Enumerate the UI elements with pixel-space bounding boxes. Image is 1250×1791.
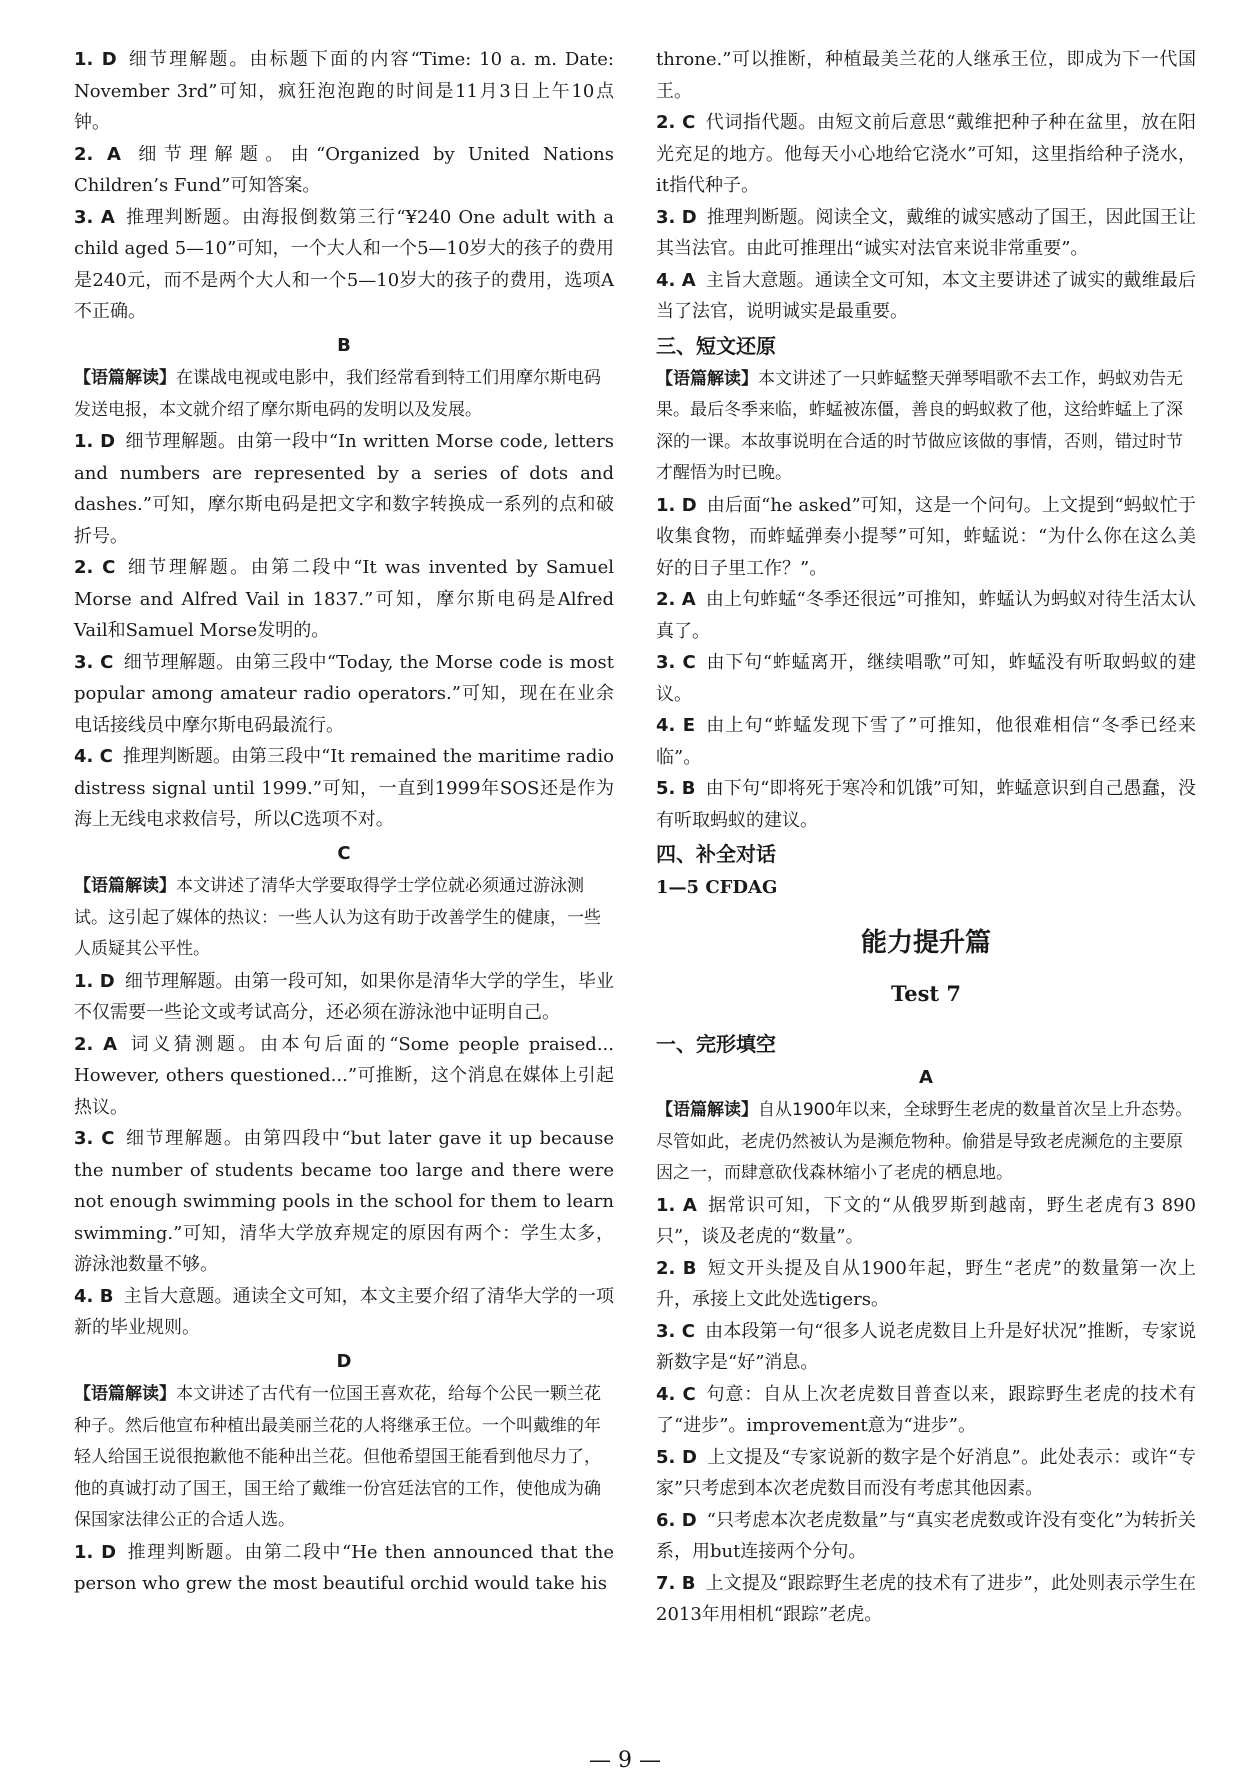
part-title: 能力提升篇 bbox=[860, 927, 991, 958]
answer-explanation: 细节理解题。由第一段可知，如果你是清华大学的学生，毕业不仅需要一些论文或考试高分，还必须在游泳池中证明自己。 bbox=[74, 970, 614, 1023]
answer-item bbox=[656, 107, 1196, 202]
answer-item bbox=[74, 741, 614, 836]
summary-text: 本文讲述了一只蚱蜢整天弹琴唱歌不去工作，蚂蚁劝告无果。最后冬季来临，蚱蜢被冻僵，善良的蚂蚁救了他，这给蚱蜢上了深深的一课。本故事说明在合适的时节做应该做的事情，否则，错过时节才醒悟为时已晚。 bbox=[656, 368, 1183, 483]
summary-tag: 【语篇解读】 bbox=[74, 876, 176, 896]
answer-key: 1. D bbox=[74, 970, 115, 992]
answer-item bbox=[74, 647, 614, 742]
section-heading: 一、完形填空 bbox=[656, 1031, 776, 1056]
answer-item bbox=[656, 1442, 1196, 1505]
answer-key: 2. C bbox=[656, 112, 696, 133]
passage-letter: C bbox=[337, 842, 351, 864]
answer-item bbox=[656, 710, 1196, 773]
answer-explanation: 细节理解题。由“Organized by United Nations Children’s Fund”可知答案。 bbox=[74, 143, 614, 196]
answer-explanation: 细节理解题。由标题下面的内容“Time: 10 a. m. Date: November 3rd”可知，疯狂泡泡跑的时间是11月3日上午10点钟。 bbox=[74, 49, 614, 133]
answer-explanation: “只考虑本次老虎数量”与“真实老虎数或许没有变化”为转折关系，用but连接两个分句。 bbox=[656, 1509, 1196, 1562]
answer-explanation: 由上句“蚱蜢发现下雪了”可推知，他很难相信“冬季已经来临”。 bbox=[656, 715, 1196, 768]
passage-letter: D bbox=[336, 1350, 352, 1372]
answer-item bbox=[74, 966, 614, 1029]
answer-item bbox=[74, 139, 614, 202]
answer-explanation: 词义猜测题。由本句后面的“Some people praised... However, others questioned...”可推断，这个消息在媒体上引起热议。 bbox=[74, 1033, 614, 1118]
answer-key: 1. A bbox=[656, 1194, 697, 1216]
answer-item bbox=[656, 1568, 1196, 1631]
answer-item bbox=[74, 1281, 614, 1344]
summary-text: 本文讲述了清华大学要取得学士学位就必须通过游泳测试。这引起了媒体的热议：一些人认为这有助于改善学生的健康，一些人质疑其公平性。 bbox=[74, 876, 601, 959]
summary-tag: 【语篇解读】 bbox=[74, 368, 176, 388]
answer-key: 2. A bbox=[74, 1033, 118, 1055]
answer-item bbox=[74, 426, 614, 552]
passage-letter: A bbox=[919, 1066, 933, 1088]
passage-summary bbox=[74, 363, 614, 426]
answer-item bbox=[74, 1537, 614, 1600]
answer-explanation: 由本段第一句“很多人说老虎数目上升是好状况”推断，专家说新数字是“好”消息。 bbox=[656, 1320, 1197, 1373]
answer-key: 2. B bbox=[656, 1257, 697, 1279]
answer-explanation: 主旨大意题。通读全文可知，本文主要讲述了诚实的戴维最后当了法官，说明诚实是最重要。 bbox=[656, 269, 1196, 322]
answer-explanation: 由下句“蚱蜢离开，继续唱歌”可知，蚱蜢没有听取蚂蚁的建议。 bbox=[656, 652, 1196, 705]
answer-key: 3. C bbox=[74, 1128, 115, 1149]
answer-item bbox=[656, 265, 1196, 328]
answer-explanation: 上文提及“跟踪野生老虎的技术有了进步”，此处则表示学生在2013年用相机“跟踪”老虎。 bbox=[656, 1572, 1196, 1625]
summary-text: 在谍战电视或电影中，我们经常看到特工们用摩尔斯电码发送电报，本文就介绍了摩尔斯电码的发明以及发展。 bbox=[74, 368, 601, 420]
answer-explanation: 细节理解题。由第一段中“In written Morse code, letters and numbers are represented by a series of dots and dashes.”可知，摩尔斯电码是把文字和数字转换成一系列的点和破折号。 bbox=[74, 431, 615, 547]
answer-item bbox=[74, 44, 614, 139]
answer-explanation: 由上句蚱蜢“冬季还很远”可推知，蚱蜢认为蚂蚁对待生活太认真了。 bbox=[656, 589, 1196, 642]
answer-item bbox=[656, 584, 1196, 647]
summary-tag: 【语篇解读】 bbox=[656, 1100, 758, 1120]
answer-item bbox=[656, 1505, 1196, 1568]
answer-explanation: 代词指代题。由短文前后意思“戴维把种子种在盆里，放在阳光充足的地方。他每天小心地给它浇水”可知，这里指给种子浇水，it指代种子。 bbox=[656, 112, 1196, 196]
answer-explanation: 据常识可知，下文的“从俄罗斯到越南，野生老虎有3 890只”，谈及老虎的“数量”。 bbox=[656, 1194, 1196, 1247]
section-heading: 四、补全对话 bbox=[656, 842, 776, 866]
answer-key: 5. D bbox=[656, 1446, 697, 1468]
answer-item bbox=[74, 552, 614, 647]
answer-key: 3. D bbox=[656, 206, 697, 228]
answer-explanation: 细节理解题。由第二段中“It was invented by Samuel Morse and Alfred Vail in 1837.”可知，摩尔斯电码是Alfred Vail和Samuel Morse发明的。 bbox=[74, 557, 615, 641]
answer-explanation: 由下句“即将死于寒冷和饥饿”可知，蚱蜢意识到自己愚蠢，没有听取蚂蚁的建议。 bbox=[656, 778, 1196, 831]
answer-key: 2. A bbox=[74, 143, 121, 165]
passage-summary bbox=[74, 1379, 614, 1537]
answer-item bbox=[74, 1123, 614, 1281]
answer-explanation: 推理判断题。由第二段中“He then announced that the person who grew the most beautiful orchid would take his bbox=[74, 1541, 614, 1594]
answer-item bbox=[656, 1190, 1196, 1253]
answer-key: 1. D bbox=[74, 49, 117, 70]
answer-item bbox=[656, 773, 1196, 836]
answer-key: 2. C bbox=[74, 557, 116, 578]
answer-explanation: 推理判断题。阅读全文，戴维的诚实感动了国王，因此国王让其当法官。由此可推理出“诚实对法官来说非常重要”。 bbox=[656, 206, 1196, 259]
answer-key: 3. C bbox=[656, 652, 696, 673]
answer-key: 6. D bbox=[656, 1509, 697, 1531]
answer-key: 4. B bbox=[74, 1285, 114, 1307]
page-number: — 9 — bbox=[589, 1748, 661, 1773]
answer-explanation: 主旨大意题。通读全文可知，本文主要介绍了清华大学的一项新的毕业规则。 bbox=[74, 1285, 614, 1338]
passage-summary bbox=[656, 364, 1196, 490]
answer-key: 3. A bbox=[74, 206, 115, 228]
answer-key: 4. C bbox=[656, 1383, 696, 1405]
answer-explanation: 细节理解题。由第四段中“but later gave it up because the number of students became too large and there were not enough swimming pools in the school for them to learn swimming.”可知，清华大学放弃规定的原因有两个：学生太多，游泳池数量不够。 bbox=[74, 1128, 614, 1275]
answer-explanation: 细节理解题。由第三段中“Today, the Morse code is most popular among amateur radio operators.”可知，现在在业余电话接线员中摩尔斯电码最流行。 bbox=[74, 651, 614, 736]
left-column bbox=[74, 44, 614, 1600]
answer-item bbox=[74, 202, 614, 328]
passage-summary bbox=[656, 1095, 1196, 1190]
answer-key: 1. D bbox=[74, 1541, 117, 1563]
answer-key: 1. D bbox=[74, 431, 116, 452]
answer-explanation: 短文开头提及自从1900年起，野生“老虎”的数量第一次上升，承接上文此处选tigers。 bbox=[656, 1257, 1196, 1310]
summary-text: 本文讲述了古代有一位国王喜欢花，给每个公民一颗兰花种子。然后他宣布种植出最美丽兰花的人将继承王位。一个叫戴维的年轻人给国王说很抱歉他不能种出兰花。但他希望国王能看到他尽力了，他的真诚打动了国王，国王给了戴维一份宫廷法官的工作，使他成为确保国家法律公正的合适人选。 bbox=[74, 1384, 601, 1530]
answer-key: 3. C bbox=[656, 1320, 696, 1342]
continued-text: throne.”可以推断，种植最美兰花的人继承王位，即成为下一代国王。 bbox=[656, 49, 1196, 102]
answer-explanation: 推理判断题。由第三段中“It remained the maritime radio distress signal until 1999.”可知，一直到1999年SOS还是作为海上无线电求救信号，所以C选项不对。 bbox=[74, 746, 614, 830]
answer-item bbox=[656, 1316, 1196, 1379]
answer-key: 4. E bbox=[656, 715, 696, 736]
answer-item bbox=[656, 490, 1196, 585]
answer-key: 4. C bbox=[74, 746, 113, 767]
answer-explanation: 推理判断题。由海报倒数第三行“¥240 One adult with a child aged 5—10”可知，一个大人和一个5—10岁大的孩子的费用是240元，而不是两个大人和一个5—10岁大的孩子的费用，选项A不正确。 bbox=[74, 206, 614, 322]
answer-explanation: 句意：自从上次老虎数目普查以来，跟踪野生老虎的技术有了“进步”。improvement意为“进步”。 bbox=[656, 1383, 1196, 1436]
answer-item bbox=[656, 1253, 1196, 1316]
answer-item bbox=[656, 647, 1196, 710]
passage-letter: B bbox=[337, 334, 351, 356]
answer-key: 3. C bbox=[74, 651, 114, 673]
answer-key: 4. A bbox=[656, 269, 696, 291]
right-column bbox=[656, 44, 1196, 1631]
answer-item bbox=[656, 202, 1196, 265]
summary-text: 自从1900年以来，全球野生老虎的数量首次呈上升态势。尽管如此，老虎仍然被认为是濒危物种。偷猎是导致老虎濒危的主要原因之一，而肆意砍伐森林缩小了老虎的栖息地。 bbox=[656, 1100, 1193, 1183]
answer-key: 7. B bbox=[656, 1572, 696, 1594]
summary-tag: 【语篇解读】 bbox=[656, 368, 758, 389]
summary-tag: 【语篇解读】 bbox=[74, 1384, 176, 1404]
answer-key: 1. D bbox=[656, 494, 697, 516]
answer-key: 2. A bbox=[656, 589, 696, 610]
answer-key: 5. B bbox=[656, 778, 696, 799]
answer-line: 1—5 CFDAG bbox=[656, 877, 778, 898]
answer-item bbox=[74, 1029, 614, 1124]
answer-item bbox=[656, 1379, 1196, 1442]
test-title: Test 7 bbox=[890, 980, 962, 1006]
answer-explanation: 由后面“he asked”可知，这是一个问句。上文提到“蚂蚁忙于收集食物，而蚱蜢弹奏小提琴”可知，蚱蜢说：“为什么你在这么美好的日子里工作？”。 bbox=[656, 494, 1196, 579]
passage-summary bbox=[74, 871, 614, 966]
answer-explanation: 上文提及“专家说新的数字是个好消息”。此处表示：或许“专家”只考虑到本次老虎数目而没有考虑其他因素。 bbox=[656, 1446, 1196, 1499]
section-heading: 三、短文还原 bbox=[656, 333, 776, 358]
